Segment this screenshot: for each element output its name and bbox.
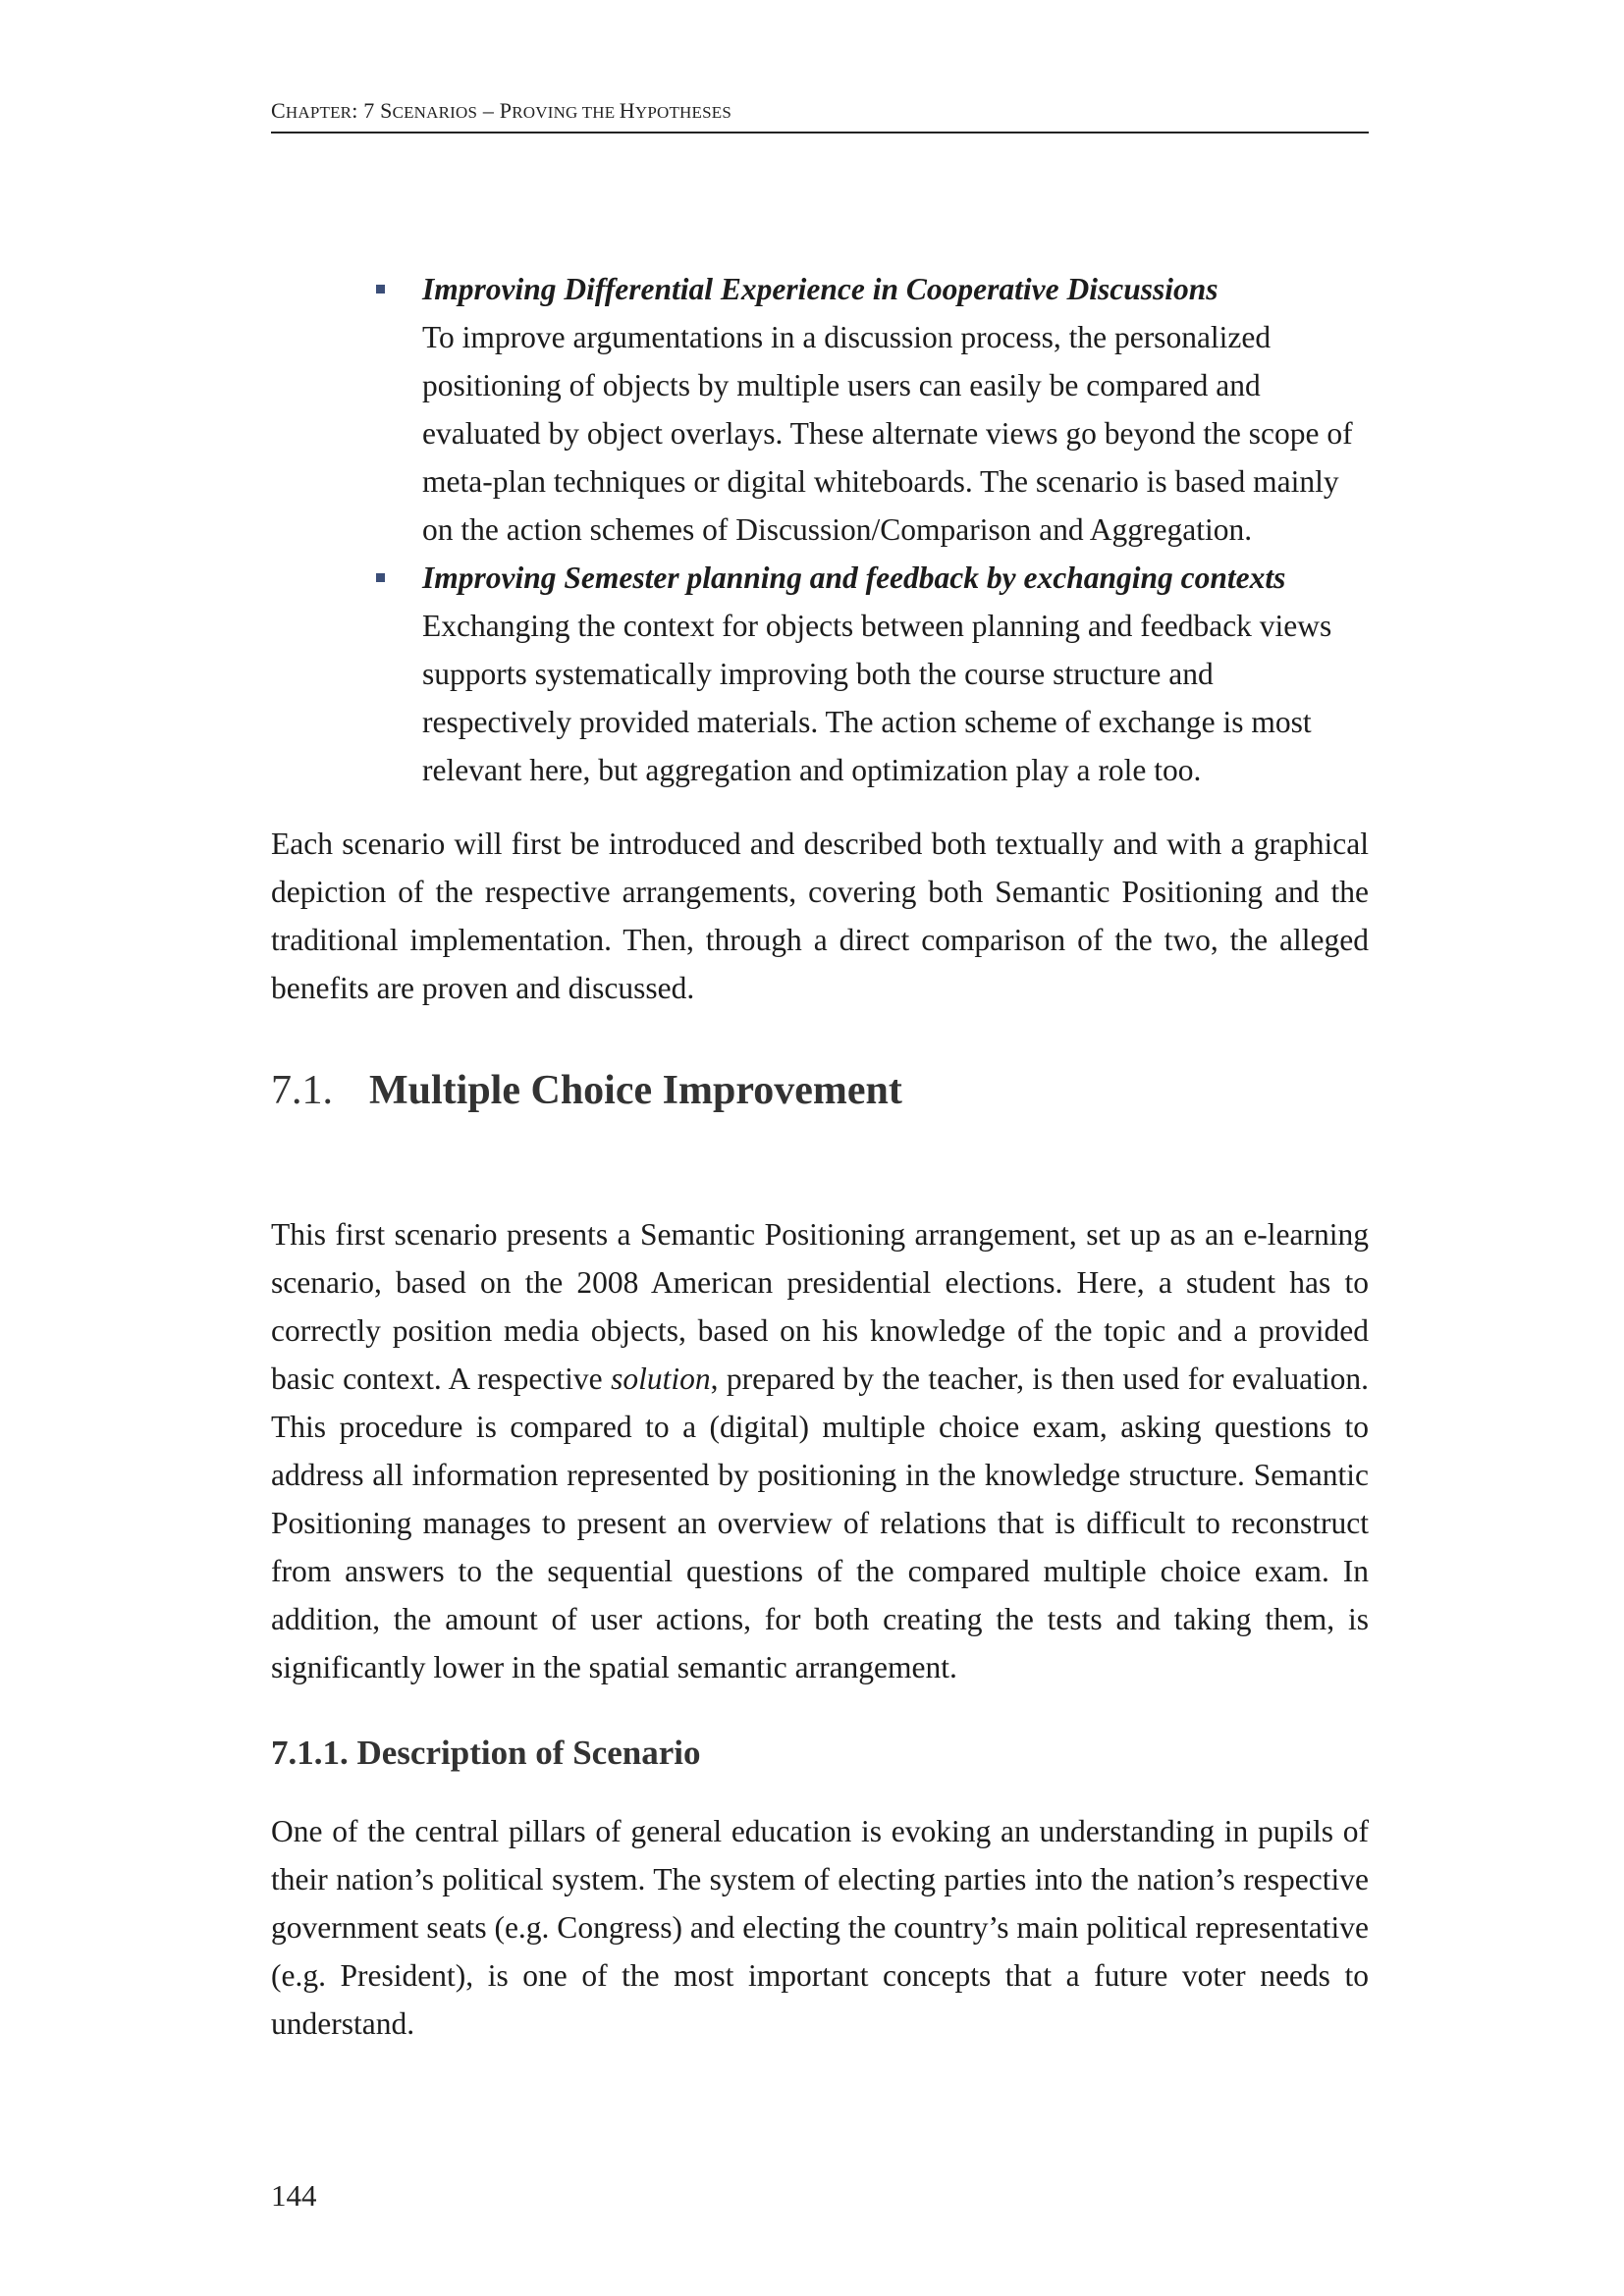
- header-text: ROVING THE: [512, 103, 620, 122]
- list-item: [422, 554, 1369, 794]
- bullet-title: Improving Semester planning and feedback by exchanging contexts: [422, 561, 1286, 595]
- intro-paragraph: Each scenario will first be introduced and described both textually and with a graphical depiction of the respective arrangements, covering both Semantic Positioning and the traditional implementation. Then, through a direct comparison of the two, the alleged benefits are proven and discussed.: [271, 827, 1369, 1005]
- paragraph-text: This first scenario presents a Semantic Positioning arrangement, set up as an e-learning scenario, based on the 2008 American presidential elections. Here, a student has to correctly position media objects, based on his knowledge of the topic and a provided basic context. A respective: [271, 1217, 1369, 1396]
- bullet-title: Improving Differential Experience in Cooperative Discussions: [422, 272, 1218, 306]
- header-text: YPOTHESES: [634, 103, 732, 122]
- emphasized-term: solution: [611, 1362, 711, 1396]
- header-text: S: [380, 98, 393, 123]
- list-item: [422, 265, 1369, 554]
- bullet-text: Exchanging the context for objects between planning and feedback views supports systematically improving both the course structure and respectively provided materials. The action scheme of exchange is most relevant here, but aggregation and optimization play a role too.: [422, 609, 1332, 787]
- header-text: –: [477, 98, 500, 123]
- section-heading: [271, 1061, 1369, 1120]
- running-header: [271, 98, 1369, 133]
- section-paragraph: [271, 1210, 1369, 1691]
- header-text: CENARIOS: [392, 103, 478, 122]
- bullet-text: To improve argumentations in a discussion process, the personalized positioning of objects by multiple users can easily be compared and evaluated by object overlays. These alternate views go beyond the scope of meta-plan techniques or digital whiteboards. The scenario is based mainly on the action schemes of Discussion/Comparison and Aggregation.: [422, 320, 1353, 547]
- paragraph-text: , prepared by the teacher, is then used for evaluation. This procedure is compared to a (digital) multiple choice exam, asking questions to address all information represented by positioning in the knowledge structure. Semantic Positioning manages to present an overview of relations that is difficult to reconstruct from answers to the sequential questions of the compared multiple choice exam. In addition, the amount of user actions, for both creating the tests and taking them, is significantly lower in the spatial semantic arrangement.: [271, 1362, 1369, 1684]
- square-bullet-icon: [376, 573, 385, 582]
- subsection-heading: 7.1.1. Description of Scenario: [271, 1734, 701, 1772]
- subsection-paragraph: One of the central pillars of general education is evoking an understanding in pupils of their nation’s political system. The system of electing parties into the nation’s respective government seats (e.g. Congress) and electing the country’s main political representative (e.g. President), is one of the most important concepts that a future voter needs to understand.: [271, 1814, 1369, 2041]
- header-text: : 7: [352, 98, 381, 123]
- main-content: [271, 265, 1369, 2048]
- square-bullet-icon: [376, 285, 385, 294]
- header-text: P: [499, 98, 513, 123]
- scenario-bullet-list: [271, 265, 1369, 794]
- section-number: 7.1.: [271, 1068, 333, 1113]
- section-title: Multiple Choice Improvement: [369, 1068, 902, 1113]
- header-text: H: [619, 98, 635, 123]
- header-text: C: [271, 98, 286, 123]
- header-text: HAPTER: [285, 103, 352, 122]
- page-number: 144: [271, 2178, 317, 2213]
